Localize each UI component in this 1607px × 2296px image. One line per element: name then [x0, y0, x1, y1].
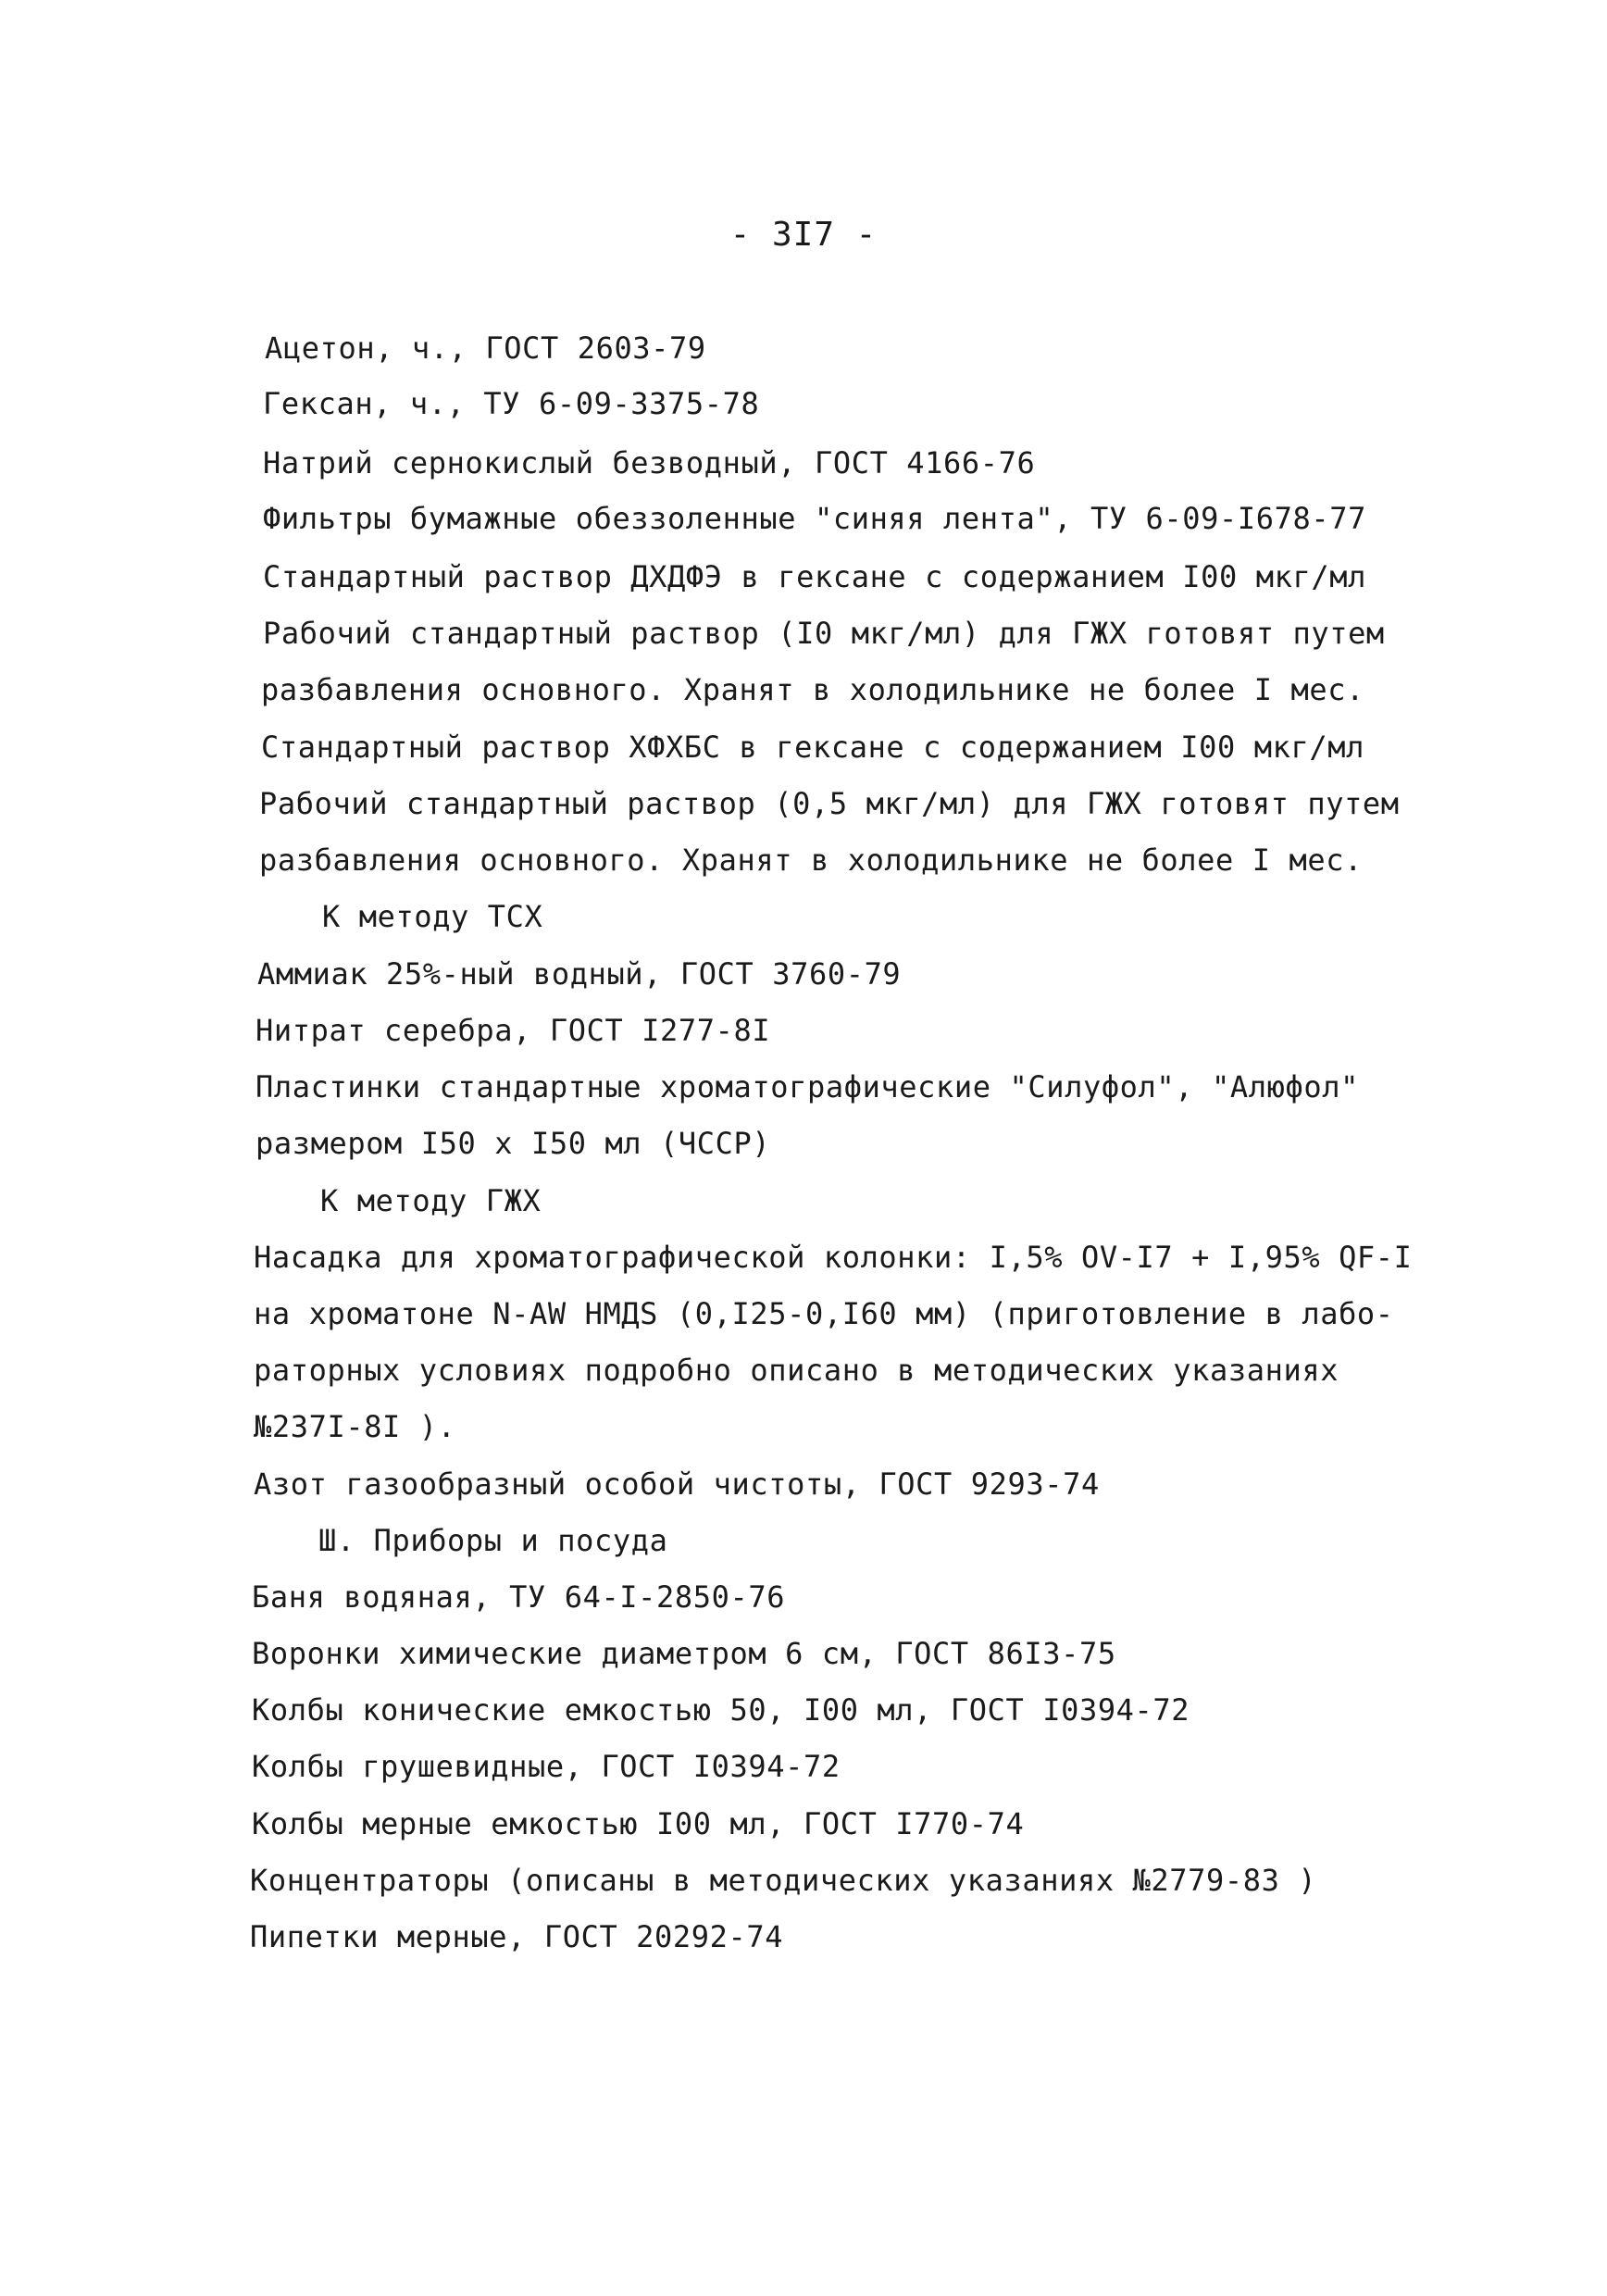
text-line: Колбы грушевидные, ГОСТ I0394-72 — [252, 1749, 841, 1784]
text-line: Рабочий стандартный раствор (I0 мкг/мл) для ГЖХ готовят путем — [263, 616, 1385, 651]
section-heading-instruments: Ш. Приборы и посуда — [318, 1523, 668, 1558]
text-line: Аммиак 25%-ный водный, ГОСТ 3760-79 — [257, 956, 902, 992]
text-line: раторных условиях подробно описано в методических указаниях — [254, 1353, 1339, 1388]
text-line: Колбы мерные емкостью I00 мл, ГОСТ I770-74 — [252, 1806, 1025, 1841]
text-line: на хроматоне N-AW HMДS (0,I25-0,I60 мм) (приготовление в лабо- — [254, 1296, 1394, 1331]
text-line: разбавления основного. Хранят в холодильнике не более I мес. — [259, 842, 1363, 878]
text-line: Гексан, ч., ТУ 6-09-3375-78 — [263, 386, 760, 421]
text-line: Насадка для хроматографической колонки: I,5% OV-I7 + I,95% QF-I — [254, 1240, 1413, 1275]
text-line: разбавления основного. Хранят в холодильнике не более I мес. — [261, 672, 1364, 707]
text-line: Пластинки стандартные хроматографические "Силуфол", "Алюфол" — [255, 1069, 1359, 1104]
text-line: Азот газообразный особой чистоты, ГОСТ 9293-74 — [254, 1466, 1100, 1502]
section-heading-tlc: К методу ТСХ — [322, 899, 543, 934]
text-line: Ацетон, ч., ГОСТ 2603-79 — [265, 331, 706, 366]
text-line: Натрий сернокислый безводный, ГОСТ 4166-76 — [263, 445, 1036, 480]
text-line: Стандартный раствор ХФХБС в гексане с содержанием I00 мкг/мл — [261, 730, 1364, 765]
text-line: Рабочий стандартный раствор (0,5 мкг/мл) для ГЖХ готовят путем — [259, 786, 1400, 821]
text-line: Воронки химические диаметром 6 см, ГОСТ 86I3-75 — [252, 1636, 1116, 1671]
page-number: - 3I7 - — [729, 216, 878, 254]
text-line: Концентраторы (описаны в методических указаниях №2779-83 ) — [250, 1863, 1317, 1898]
section-heading-glc: К методу ГЖХ — [320, 1183, 542, 1218]
text-line: Стандартный раствор ДХДФЭ в гексане с содержанием I00 мкг/мл — [263, 559, 1366, 594]
text-line: Нитрат серебра, ГОСТ I277-8I — [255, 1013, 771, 1048]
text-line: Баня водяная, ТУ 64-I-2850-76 — [252, 1579, 786, 1615]
text-line: Пипетки мерные, ГОСТ 20292-74 — [250, 1919, 784, 1954]
text-line: размером I50 х I50 мл (ЧССР) — [255, 1126, 771, 1161]
text-line: №237I-8I ). — [254, 1409, 456, 1444]
text-line: Фильтры бумажные обеззоленные "синяя лента", ТУ 6-09-I678-77 — [263, 501, 1366, 536]
text-line: Колбы конические емкостью 50, I00 мл, ГОСТ I0394-72 — [252, 1692, 1190, 1728]
